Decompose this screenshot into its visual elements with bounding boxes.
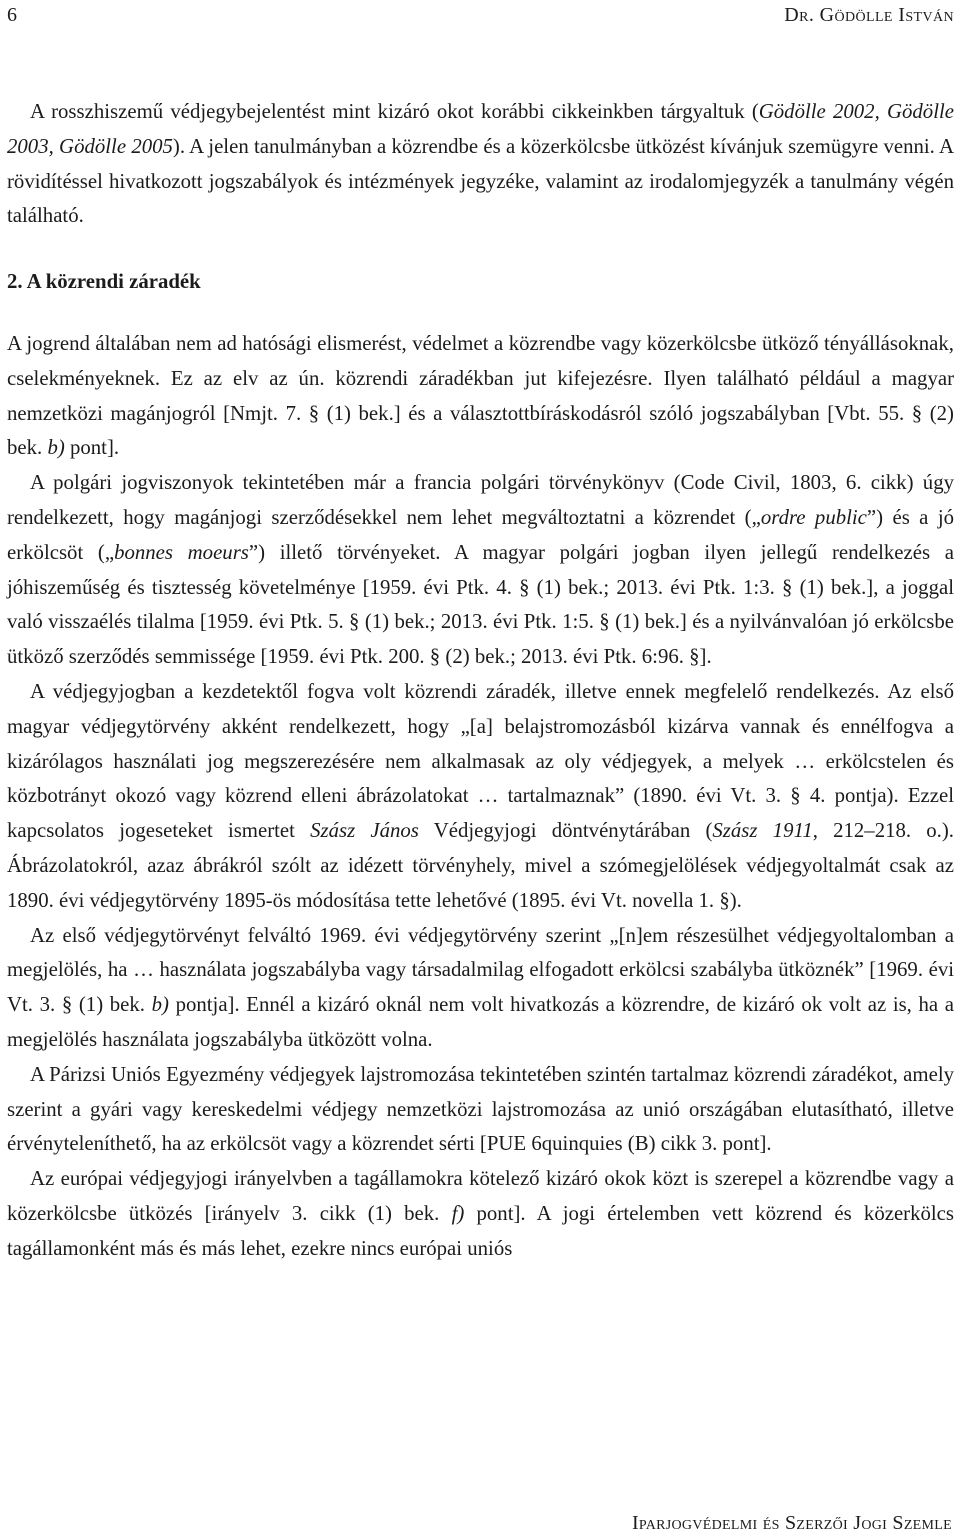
text-run: Az európai védjegyjogi irányelvben a tagállamokra kötelező kizáró okok közt is szerepel a közrendbe vagy a közerkölcsbe ütközés [irányelv 3. cikk (1) bek.: [7, 1167, 954, 1225]
text-run: A jogrend általában nem ad hatósági elismerést, védelmet a közrendbe vagy közerkölcsbe ütköző tényállásoknak, cselekményeknek. Ez az elv az ún. közrendi záradékban jut kifejezésre. Ilyen található például a magyar nemzetközi magánjogról [Nmjt. 7. § (1) bek.] és a választottbíráskodásról szóló jogszabályban [Vbt. 55. § (2) bek.: [7, 331, 954, 460]
text-run: ). A jelen tanulmányban a közrendbe és a közerkölcsbe ütközést kívánjuk szemügyre venni. A rövidítéssel hivatkozott jogszabályok és intézmények jegyzéke, valamint az irodalomjegyzék a tanulmány végén található.: [7, 134, 954, 228]
section-heading: 2. A közrendi záradék: [7, 270, 201, 294]
paragraph-trademark-law-history: [7, 675, 954, 919]
paragraph-eu-directive: [7, 1162, 954, 1266]
text-run: pont]. A jogi értelemben vett közrend és közerkölcs tagállamonként más és más lehet, ezekre nincs európai uniós: [7, 1201, 955, 1260]
text-run: Az első védjegytörvényt felváltó 1969. évi védjegytörvény szerint „[n]em részesülhet védjegyoltalomban a megjelölés, ha … használata jogszabályba vagy társadalmilag elfogadott erkölcsi szabályba ütköznék” [1969. évi Vt. 3. § (1) bek.: [7, 923, 954, 1017]
author-italic: Szász János: [310, 819, 419, 843]
text-run: , 212–218. o.). Ábrázolatokról, azaz ábrákról szólt az idézett törvényhely, mivel a szómegjelölések védjegyoltalmát csak az 1890. évi védjegytörvény 1895-ös módosítása tette lehetővé (1895. évi Vt. novella 1. §).: [7, 819, 954, 912]
paragraph-intro: [7, 95, 954, 234]
text-run: A rosszhiszemű védjegybejelentést mint kizáró okot korábbi cikkeinkben tárgyaltuk (: [30, 100, 759, 123]
text-run: ”) illető törvényeket. A magyar polgári jogban ilyen jellegű rendelkezés a jóhiszeműség és tisztesség követelménye [1959. évi Ptk. 4. § (1) bek.; 2013. évi Ptk. 1:3. § (1) bek.], a joggal való visszaélés tilalma [1959. évi Ptk. 5. § (1) bek.; 2013. évi Ptk. 1:5. § (1) bek.] és a nyilvánvalóan jó erkölcsbe ütköző szerződés semmissége [1959. évi Ptk. 200. § (2) bek.; 2013. évi Ptk. 6:96. §].: [7, 540, 954, 669]
paragraph-public-order-clause: [7, 327, 954, 466]
point-italic: f): [451, 1201, 465, 1225]
point-italic: b): [151, 993, 169, 1017]
paragraph-civil-law: [7, 466, 954, 675]
page-number: 6: [7, 4, 17, 26]
running-header-author: Dr. Gödölle István: [784, 4, 954, 26]
citation-italic: Gödölle 2002, Gödölle 2003, Gödölle 2005: [7, 100, 954, 158]
paragraph-paris-convention: A Párizsi Uniós Egyezmény védjegyek lajstromozása tekintetében szintén tartalmaz közrendi záradékot, amely szerint a gyári vagy kereskedelmi védjegy nemzetközi lajstromozása az unió országában elutasítható, illetve érvényteleníthető, ha az erkölcsöt vagy a közrendet sérti [PUE 6quinquies (B) cikk 3. pont].: [7, 1062, 954, 1156]
text-run: pont].: [64, 436, 120, 460]
article-body: [7, 95, 954, 1267]
text-run: ”) és a jó erkölcsöt („: [7, 505, 954, 564]
citation-italic: Szász 1911: [712, 819, 813, 843]
text-run: A védjegyjogban a kezdetektől fogva volt közrendi záradék, illetve ennek megfelelő rendelkezés. Az első magyar védjegytörvény akként rendelkezett, hogy „[a] belajstromozásból kizárva vannak és ennélfogva a kizárólagos használati jog megszerezésére nem alkalmasak az oly védjegyek, a melyek … erkölcstelen és közbotrányt okozó vagy közrend elleni ábrázolatokat … tartalmaznak” (1890. évi Vt. 3. § 4. pontja). Ezzel kapcsolatos jogeseteket ismertet: [7, 679, 954, 843]
point-italic: b): [47, 436, 65, 460]
running-footer-journal: Iparjogvédelmi és Szerzői Jogi Szemle: [631, 1512, 952, 1534]
term-italic: bonnes moeurs: [114, 540, 249, 564]
term-italic: ordre public: [760, 505, 867, 529]
paragraph-1969-act: [7, 919, 954, 1058]
text-run: Védjegyjogi döntvénytárában (: [418, 819, 713, 843]
text-run: A polgári jogviszonyok tekintetében már a francia polgári törvénykönyv (Code Civil, 1803, 6. cikk) úgy rendelkezett, hogy magánjogi szerződésekkel nem lehet megváltoztatni a közrendet („: [7, 471, 954, 529]
text-run: pontja]. Ennél a kizáró oknál nem volt hivatkozás a közrendre, de kizáró ok volt az is, ha a megjelölés használata jogszabályba ütközött volna.: [7, 993, 954, 1051]
